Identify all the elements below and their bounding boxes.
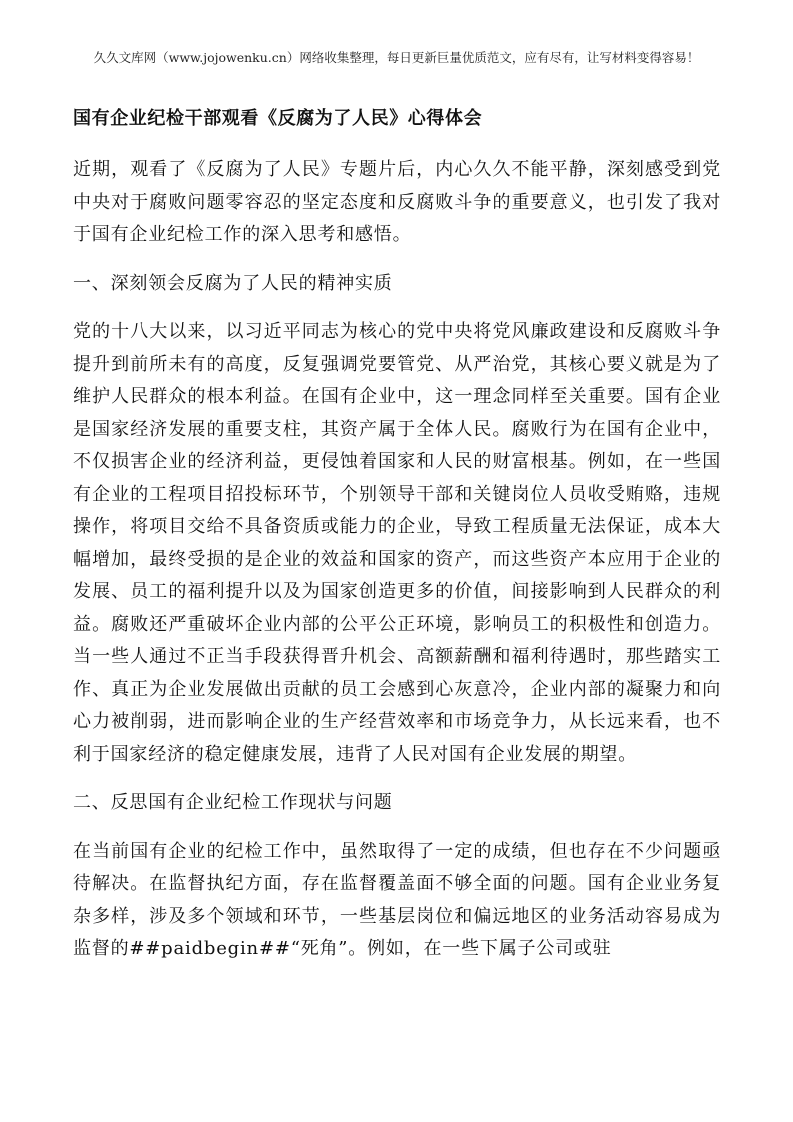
- section-1-heading: 一、深刻领会反腐为了人民的精神实质: [73, 272, 393, 294]
- document-title: 国有企业纪检干部观看《反腐为了人民》心得体会: [73, 108, 483, 129]
- section-2-heading: 二、反思国有企业纪检工作现状与问题: [73, 792, 393, 813]
- site-header-note: 久久文库网（www.jojowenku.cn）网络收集整理，每日更新巨量优质范文，应有尽有，让写材料变得容易！: [93, 50, 700, 65]
- section-2-paragraph: 在当前国有企业的纪检工作中，虽然取得了一定的成绩，但也存在不少问题亟待解决。在监督执纪方面，存在监督覆盖面不够全面的问题。国有企业业务复杂多样，涉及多个领域和环节，一些基层岗位和偏远地区的业务活动容易成为监督的##paidbegin##“死角”。例如，在一些下属子公司或驻: [73, 840, 721, 959]
- intro-paragraph: 近期，观看了《反腐为了人民》专题片后，内心久久不能平静，深刻感受到党中央对于腐败问题零容忍的坚定态度和反腐败斗争的重要意义，也引发了我对于国有企业纪检工作的深入思考和感悟。: [73, 159, 721, 245]
- document-body: [73, 103, 721, 982]
- section-1-paragraph: 党的十八大以来，以习近平同志为核心的党中央将党风廉政建设和反腐败斗争提升到前所未有的高度，反复强调党要管党、从严治党，其核心要义就是为了维护人民群众的根本利益。在国有企业中，这一理念同样至关重要。国有企业是国家经济发展的重要支柱，其资产属于全体人民。腐败行为在国有企业中，不仅损害企业的经济利益，更侵蚀着国家和人民的财富根基。例如，在一些国有企业的工程项目招投标环节，个别领导干部和关键岗位人员收受贿赂，违规操作，将项目交给不具备资质或能力的企业，导致工程质量无法保证，成本大幅增加，最终受损的是企业的效益和国家的资产，而这些资产本应用于企业的发展、员工的福利提升以及为国家创造更多的价值，间接影响到人民群众的利益。腐败还严重破坏企业内部的公平公正环境，影响员工的积极性和创造力。当一些人通过不正当手段获得晋升机会、高额薪酬和福利待遇时，那些踏实工作、真正为企业发展做出贡献的员工会感到心灰意冷，企业内部的凝聚力和向心力被削弱，进而影响企业的生产经营效率和市场竞争力，从长远来看，也不利于国家经济的稳定健康发展，违背了人民对国有企业发展的期望。: [73, 321, 721, 765]
